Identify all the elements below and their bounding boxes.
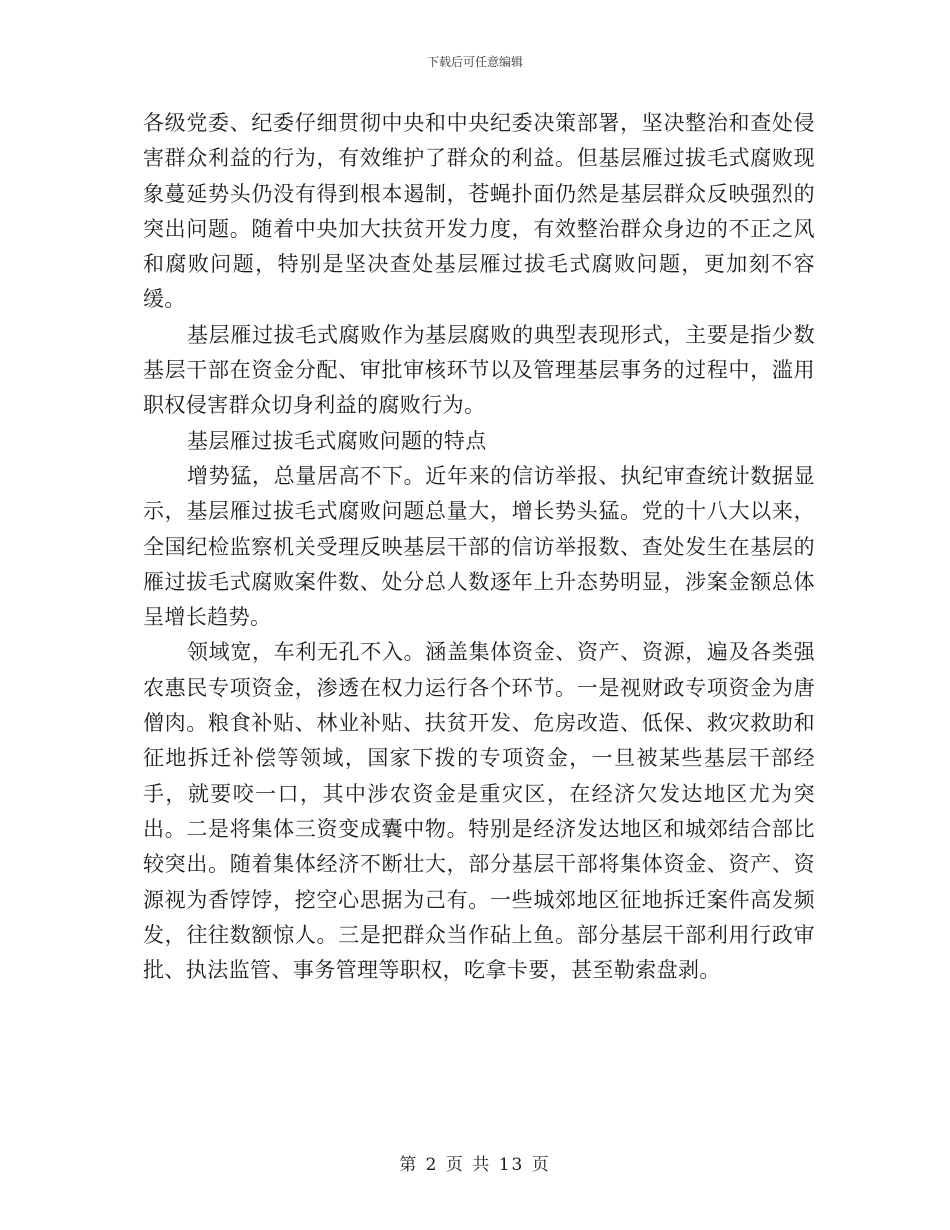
page-number-footer: 第 2 页 共 13 页 <box>399 1155 551 1175</box>
paragraph: 增势猛，总量居高不下。近年来的信访举报、执纪审查统计数据显示，基层雁过拔毛式腐败问题总量大，增长势头猛。党的十八大以来，全国纪检监察机关受理反映基层干部的信访举报数、查处发生在基层的雁过拔毛式腐败案件数、处分总人数逐年上升态势明显，涉案金额总体呈增长趋势。 <box>143 463 815 630</box>
section-heading: 基层雁过拔毛式腐败问题的特点 <box>187 428 487 453</box>
document-body <box>143 106 815 988</box>
paragraph: 各级党委、纪委仔细贯彻中央和中央纪委决策部署，坚决整治和查处侵害群众利益的行为，有效维护了群众的利益。但基层雁过拔毛式腐败现象蔓延势头仍没有得到根本遏制，苍蝇扑面仍然是基层群众反映强烈的突出问题。随着中央加大扶贫开发力度，有效整治群众身边的不正之风和腐败问题，特别是坚决查处基层雁过拔毛式腐败问题，更加刻不容缓。 <box>143 111 815 312</box>
paragraph: 基层雁过拔毛式腐败作为基层腐败的典型表现形式，主要是指少数基层干部在资金分配、审批审核环节以及管理基层事务的过程中，滥用职权侵害群众切身利益的腐败行为。 <box>143 322 815 418</box>
page-header: 下载后可任意编辑 <box>426 55 523 69</box>
paragraph: 领域宽，车利无孔不入。涵盖集体资金、资产、资源，遍及各类强农惠民专项资金，渗透在权力运行各个环节。一是视财政专项资金为唐僧肉。粮食补贴、林业补贴、扶贫开发、危房改造、低保、救灾救助和征地拆迁补偿等领域，国家下拨的专项资金，一旦被某些基层干部经手，就要咬一口，其中涉农资金是重灾区，在经济欠发达地区尤为突出。二是将集体三资变成囊中物。特别是经济发达地区和城郊结合部比较突出。随着集体经济不断壮大，部分基层干部将集体资金、资产、资源视为香饽饽，挖空心思据为己有。一些城郊地区征地拆迁案件高发频发，往往数额惊人。三是把群众当作砧上鱼。部分基层干部利用行政审批、执法监管、事务管理等职权，吃拿卡要，甚至勒索盘剥。 <box>143 640 815 983</box>
